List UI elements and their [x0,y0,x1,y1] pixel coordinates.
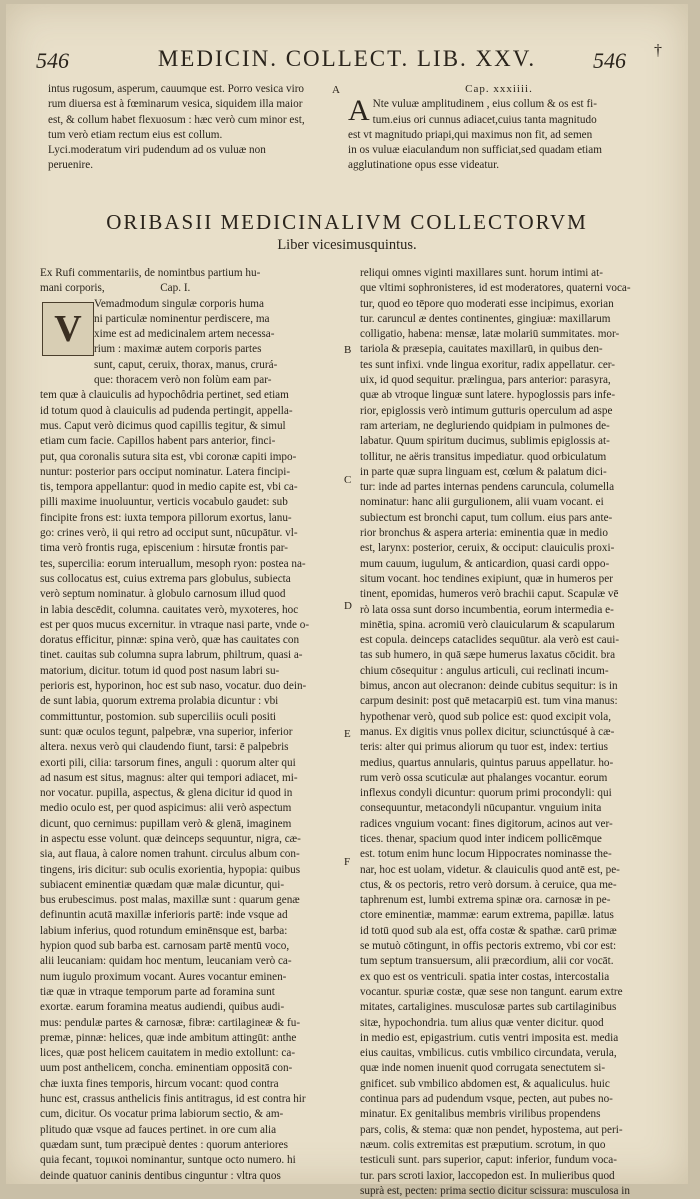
top-right-line: Nte vuluæ amplitudinem , eius collum & os est fi- [372,98,598,111]
right-body-line: id totū quod sub ala est, offa costæ & spathæ. carū primæ [360,924,617,937]
margin-letter-c: C [344,474,352,486]
left-body-line: est per quos mucus excernitur. in vtraque nasi parte, vnde o- [40,618,310,631]
left-body-line: ni particulæ nominentur perdiscere, ma [94,312,270,325]
left-body-line: que: thoracem verò non folùm eam par- [94,374,272,387]
right-body-line: rior, epiglossis verò intimum gutturis operculum ad aspe [360,404,613,417]
left-body-line: labium inferius, quod rotundum eminēnsque est, barba: [40,924,288,937]
right-body-line: ram arteriam, ne degluriendo quidpiam in pulmones de- [360,419,610,432]
left-body-line: alii leucaniam: quidam hoc mentum, leucaniam verò ca- [40,955,292,968]
left-body-line: nuntur: posterior pars occiput nominatur. Latera fincipi- [40,465,291,478]
left-body-line: mus: pendulæ partes & carnosæ, fibræ: cartilagineæ & fu- [40,1016,301,1029]
right-body-line: tas sub humero, in quā sæpe humerus laxatus cōcidit. bra [360,649,616,662]
right-body-line: situm vocant. hoc tendines exipiunt, quæ in humeros per [360,572,613,585]
left-body-line: tinet. cauitas sub columna supra labrum, philtrum, quasi a- [40,649,303,662]
left-body-line: chæ iuxta fines temporis, hircum vocant: quod contra [40,1077,279,1090]
left-body-line: cum, dicitur. Os vocatur prima labiorum sectio, & am- [40,1108,284,1121]
left-body-line: tingens, iris dicitur: sub oculis exorientia, hypopia: quibus [40,863,301,876]
right-body-line: tur. pars scroti laxior, laccopedon est. In mulieribus quod [360,1169,615,1182]
margin-letter-b: B [344,344,352,356]
left-body-line: sus collocatus est, cuius extrema pars globulus, subiecta [40,572,291,585]
right-body-line: tum septum transuersum, alii præcordium, alii cor vocāt. [360,955,614,968]
right-body-line: est. totum enim hunc locum Hippocrates nominasse the- [360,848,612,861]
right-body-line: rò lata ossa sunt dorso incumbentia, eorum intermedia e- [360,603,614,616]
left-body-text [40,297,336,1184]
left-body-line: dicunt, quo cernimus: pupillam verò & glenā, imaginem [40,817,292,830]
right-body-line: radices vnguium vocant: fines digitorum, acinos aut ver- [360,817,613,830]
top-left-line: rum diuersa est à fœminarum vesica, siquidem illa maior [48,98,303,111]
left-body-line: medio oculo est, per quod aspicimus: alii verò aspectum [40,802,292,815]
right-body-line: nar, hoc est uolam, videtur. & clauiculis quod antē est, pe- [360,863,620,876]
right-body-line: est copula. deinceps cataclides sequūtur. ala verò est caui- [360,634,620,647]
left-body-line: premæ, pinnæ: helices, quæ inde ambitum attingūt: anthe [40,1031,297,1044]
left-body-line: rium : maximæ autem corporis partes [94,343,262,356]
left-body-line: de sunt labia, quorum extrema prolabia dicuntur : vbi [40,695,279,708]
top-left-line: peruenire. [48,159,94,172]
right-body-line: nominatur: hanc alii gurgulionem, alii vuam vocant. ei [360,496,604,509]
right-body-line: ctus, & os pectoris, retro verò dorsum. à ceruice, qua me- [360,878,617,891]
page-number-right: 546 [593,48,626,73]
left-body-line: tes, supercilia: eorum interuallum, mesoph ryon: postea na- [40,557,306,570]
left-body-line: deinde quatuor caninis dentibus cinguntur : vltra quos [40,1169,281,1182]
right-body-line: vocantur. spuriæ costæ, quæ sese non tangunt. earum extre [360,985,623,998]
left-body-line: sunt, caput, ceruix, thorax, manus, crurá- [94,358,278,371]
right-body-line: quæ inde nomen inuenit quod corrugata senectutem si- [360,1062,606,1075]
left-body-line: tiæ quæ in vtraque temporum parte ad foramina sunt [40,985,275,998]
right-body-line: colligatio, habena: mensæ, latæ molariū summitates. mor- [360,328,620,341]
left-body-line: in aspectu esse volunt. quæ deinceps sequuntur, nigra, cæ- [40,832,301,845]
margin-letter-a: A [332,84,340,96]
right-body-line: subiectum est bronchi caput, tum collum. eius pars ante- [360,511,613,524]
left-body-line: definuntin acutā maxillæ inferioris partē: inde vsque ad [40,909,288,922]
initial-letter: V [54,308,82,350]
chapter-label: Cap. xxxiiii. [465,83,533,95]
right-body-line: bimus, ancon aut olecranon: deinde cubitus sequitur: is in [360,680,618,693]
top-left-line: intus rugosum, asperum, cauumque est. Porro vesica viro [48,83,305,95]
right-body-line: taphrenum est, lumbi extrema spinæ ora. carnosæ in pe- [360,894,611,907]
top-left-column [48,82,340,174]
left-body-line: Vemadmodum singulæ corporis huma [94,297,264,310]
right-column [360,266,658,1199]
left-body-line: nor vocatur. pupilla, aspectus, & glena dicitur id quod in [40,787,293,800]
right-body-line: ctore eminentiæ, mammæ: earum extrema, papillæ. latus [360,909,614,922]
left-body-line: bus erubescimus. post malas, maxillæ sunt : quarum genæ [40,894,300,907]
left-body-line: mus. Caput verò dicimus quod capillis tegitur, & simul [40,419,286,432]
section-cap: Cap. I. [160,282,191,295]
left-body-line: tem quæ à clauiculis ad hypochôdria pertinet, sed etiam [40,389,289,402]
left-body-line: perioris est, hyporinon, hoc est sub naso, vocatur. duo dein- [40,680,307,693]
left-body-line: id totum quod à clauiculis ad pudenda pertingit, appella- [40,404,293,417]
right-body-line: tollitur, ne aëris transitus impediatur. quod orbiculatum [360,450,607,463]
left-body-line: put, qua coronalis sutura sita est, vbi coronæ capiti impo- [40,450,297,463]
book-page [6,4,688,1197]
left-body-line: pilli maxime inuoluuntur, verticis vocabulo gaudet: sub [40,496,288,509]
left-body-line: uum post anthelicem, concha. eminentiam oppositā con- [40,1062,293,1075]
right-body-line: teris: alter qui primus aliorum qu tuor est, index: tertius [360,741,608,754]
left-body-line: quia fecant, τομικοὶ nominantur, suntque octo numero. hi [40,1154,296,1167]
section-heading-text: mani corporis, [40,282,105,295]
right-body-line: sitæ, hypochondria. tum alius quæ venter dicitur. quod [360,1016,604,1029]
left-body-line: fincipite frons est: iuxta tempora pillorum exortus, lanu- [40,511,292,524]
right-body-line: tur, quod eo tēpore quo moderati esse incipimus, exorian [360,297,614,310]
decorated-initial [42,302,94,356]
right-body-line: reliqui omnes viginti maxillares sunt. horum intimi at- [360,267,603,279]
right-body-line: minatur. Ex genitalibus membris virilibus propendens [360,1108,601,1121]
left-body-line: hunc est, crassus anthelicis finis antitragus, id est contra hir [40,1093,306,1106]
top-right-text [348,94,650,173]
running-head: MEDICIN. COLLECT. LIB. XXV. [157,46,537,71]
right-body-line: carpum desinit: post quē metacarpiū est. tum vina manus: [360,695,618,708]
left-column [40,266,336,1184]
right-body-line: eius cauitas, vmbilicus. cutis vmbilico circundata, verula, [360,1047,617,1060]
book-subtitle: Liber vicesimusquintus. [277,237,417,253]
right-body-line: tinent, epomidas, humeros verò brachii caput. Scapulæ vē [360,588,619,601]
right-body-line: tariola & præsepia, cauitates maxillarū, in quibus den- [360,343,603,356]
left-body-line: verò septum nominatur. à globulo carnosum illud quod [40,588,286,601]
book-title: ORIBASII MEDICINALIVM COLLECTORVM [106,210,588,234]
top-left-line: Lyci.moderatum viri pudendum ad os vuluæ non [48,144,266,157]
right-body-line: consequuntur, metacondyli nūcupantur. vnguium inita [360,802,602,815]
book-title-block [6,210,688,254]
left-body-line: etiam cum facie. Capillos habent pars anterior, finci- [40,435,276,448]
right-body-line: tur: inde ad partes internas pendens caruncula, columella [360,481,615,494]
top-left-line: est, & collum habet flexuosum : hæc verò cum minor est, [48,113,305,126]
left-body-line: xime est ad medicinalem artem necessa- [94,328,275,341]
right-body-line: mitates, cartaligines. musculosæ partes sub cartilaginibus [360,1001,617,1014]
section-heading-line-2 [40,281,336,296]
left-body-line: exorti pili, cilia: tarsorum fines, anguli : quorum alter qui [40,756,296,769]
left-body-line: exortæ. earum foramina meatus audiendi, quibus audi- [40,1001,285,1014]
right-body-line: chium cōsequitur : angulus articuli, cui reclinati incum- [360,664,609,677]
right-body-line: mum cauum, iugulum, & anticardion, quasi cardi oppo- [360,557,610,570]
right-body-line: quæ ab vtroque linguæ sunt latere. hypoglossis pars infe- [360,389,616,402]
right-body-line: que vltimi sophronisteres, id est moderatores, quaterni voca- [360,282,631,295]
top-right-column [348,82,650,174]
drop-capital: A [348,94,370,128]
right-body-line: testiculi sunt. pars superior, caput: inferior, fundum voca- [360,1154,617,1167]
left-body-line: tis, tempora appellantur: quod in medio capite est, vbi ca- [40,481,298,494]
right-body-line: pars, colis, & stema: quæ non pendet, hypostema, aut peri- [360,1123,623,1136]
left-body-line: in labia descēdit, columna. cauitates verò, myxoteres, hoc [40,603,299,616]
corner-mark: † [654,42,662,59]
margin-letter-f: F [344,856,351,868]
right-body-line: rum verò ossa scuticulæ aut phalanges vocantur. eorum [360,771,608,784]
top-right-line: in os vuluæ eiaculandum non sufficiat,sed quadam etiam [348,144,602,157]
left-body-line: committuntur, postomion. sub superciliis oculi positi [40,710,277,723]
right-body-line: labatur. Quum spiritum ducimus, sublimis epiglossis at- [360,435,610,448]
right-body-line: ex quo est os ventriculi. spatia inter costas, intercostalia [360,970,610,983]
right-body-line: suprà est, pecten: prima sectio dicitur scissura: musculosa in [360,1184,630,1197]
page-header [6,42,688,82]
left-body-line: subiacent eminentiæ quædam quæ malæ dicuntur, qui- [40,878,285,891]
top-left-line: tum verò etiam rectum eius est collum. [48,128,223,141]
margin-letter-e: E [344,728,351,740]
right-body-line: se mutuò cōtingunt, in offis pectoris extremo, vbi cor est: [360,940,617,953]
left-body-line: plitudo quæ vsque ad fauces pertinet. in ore cum alia [40,1123,277,1136]
page-number-left: 546 [36,48,69,73]
right-body-line: in medio est, epigastrium. cutis ventri imposita est. media [360,1031,619,1044]
right-body-line: hypothenar verò, quod sub police est: quod excipit vola, [360,710,612,723]
left-body-line: quædam sunt, tum præcipuè dentes : quorum anteriores [40,1138,288,1151]
right-body-line: minētia, spina. acromiū verò clauicularum & scapularum [360,618,615,631]
right-body-line: medius, quartus annularis, quintus paruus appellatur. ho- [360,756,614,769]
right-body-line: inflexus condyli dicuntur: quorum primi procondyli: qui [360,787,612,800]
left-body-line: sunt: quæ oculos tegunt, palpebræ, vna superior, inferior [40,725,293,738]
top-right-line: tum.eius ori cunnus adiacet,cuius tanta magnitudo [372,113,597,126]
right-body-line: tur. caruncul æ dentes continentes, gingiuæ: maxillarum [360,312,611,325]
left-body-line: go: crines verò, ii qui retro ad occiput sunt, nūcupātur. vl- [40,527,298,540]
right-body-line: næum. colis extremitas est præputium. scrotum, in quo [360,1138,606,1151]
left-body-line: lices, quæ post helicem cauitatem in medio extollunt: ca- [40,1047,296,1060]
top-right-line: est vt magnitudo priapi,qui maximus non fit, ad semen [348,128,593,141]
right-body-line: est, larynx: posterior, ceruix, & occiput: clauiculis proxi- [360,542,615,555]
left-body-line: ad nasum est situs, magnus: alter qui tempori adiacet, mi- [40,771,298,784]
left-body-line: hypion quod sub barba est. carnosam partē mentū voco, [40,940,290,953]
right-body-line: tes sunt infixi. vnde lingua exoritur, radix appellatur. cer- [360,358,616,371]
right-body-line: tices. thenar, spacium quod inter indicem pollicēmque [360,832,602,845]
margin-letter-d: D [344,600,352,612]
left-body-line: matorium, dicitur. totum id quod post nasum labri su- [40,664,280,677]
right-body-line: rior bronchus & aspera arteria: eminentia quæ in medio [360,527,608,540]
left-body-line: tima verò frontis ruga, episcenium : hirsutæ frontis par- [40,542,289,555]
left-body-line: doratus efficitur, pinnæ: spina verò, quæ has cauitates con [40,634,300,647]
right-body-line: continua pars ad pudendum vsque, pecten, aut pubes no- [360,1093,613,1106]
right-body-line: uix, id quod sequitur. prælingua, pars anterior: parasyra, [360,374,611,387]
top-right-line: agglutinatione opus esse videatur. [348,159,499,172]
left-body-line: num iugulo proximum vocant. Aures vocantur eminen- [40,970,287,983]
right-body-line: manus. Ex digitis vnus pollex dicitur, sciunctúsqué à cæ- [360,725,615,738]
left-body-line: sia, aut flaua, à calore nomen trahunt. circulus album con- [40,848,300,861]
right-body-line: gnificet. sub vmbilico abdomen est, & aqualiculus. huic [360,1077,610,1090]
right-body-line: in parte quæ supra linguam est, cœlum & palatum dici- [360,465,607,478]
left-body-line: altera. nexus verò qui claudendo fiunt, tarsi: ē palpebris [40,741,289,754]
section-heading-line-1: Ex Rufi commentariis, de nomintbus partium hu- [40,267,261,279]
